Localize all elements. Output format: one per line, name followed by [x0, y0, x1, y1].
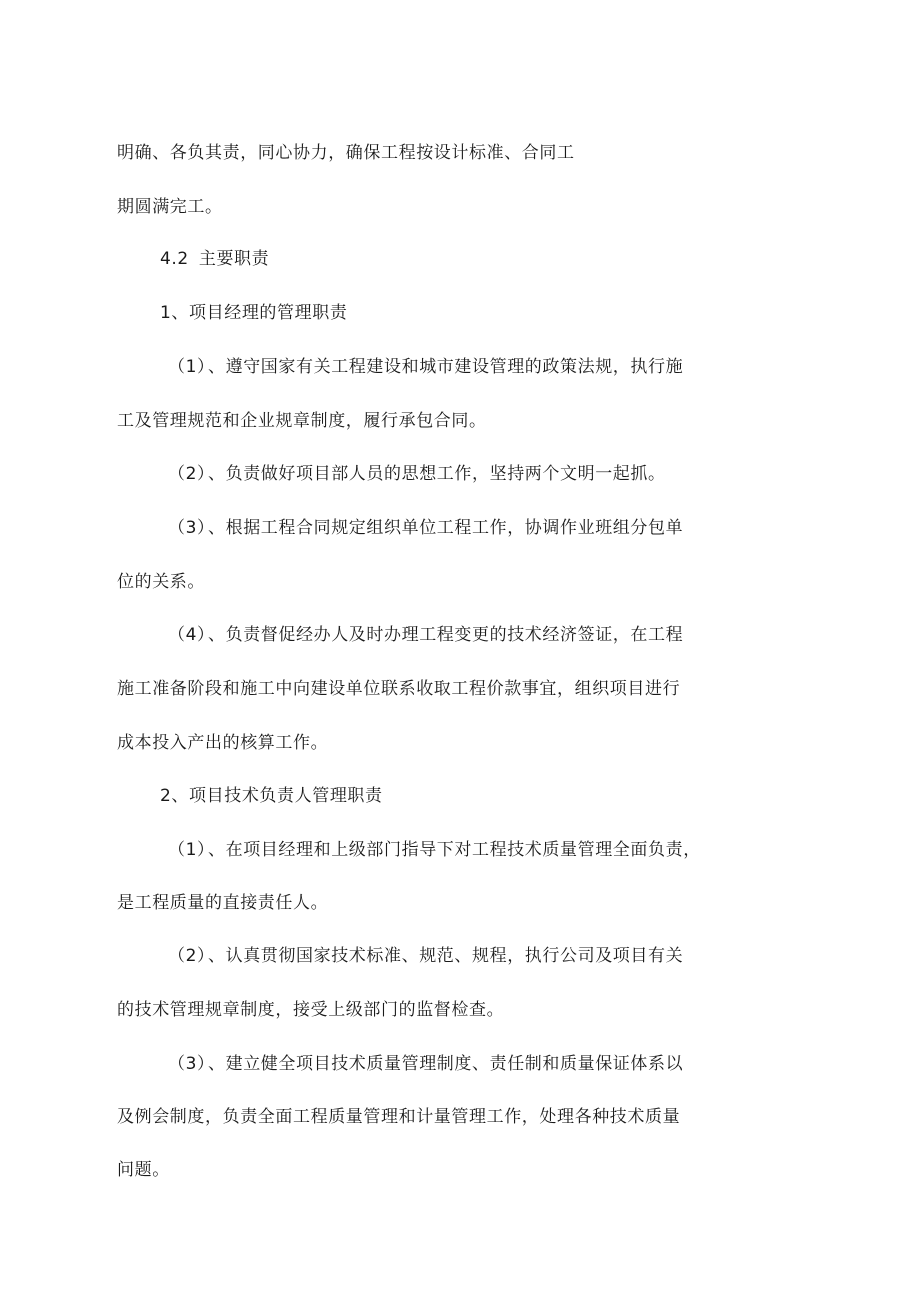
item-text: 、根据工程合同规定组织单位工程工作，协调作业班组分包单	[208, 518, 684, 538]
g2-item1-line2: 是工程质量的直接责任人。	[117, 893, 329, 913]
item-number: （2）	[168, 464, 215, 484]
group2-heading: 2、项目技术负责人管理职责	[160, 786, 383, 806]
group1-heading: 1、项目经理的管理职责	[160, 303, 348, 323]
g1-item4-line1	[168, 624, 683, 646]
item-text: 、负责督促经办人及时办理工程变更的技术经济签证，在工程	[208, 625, 684, 645]
item-text: 、认真贯彻国家技术标准、规范、规程，执行公司及项目有关	[208, 946, 684, 966]
g1-item2-line1	[168, 463, 666, 485]
g2-item1-line1	[168, 839, 701, 861]
g2-item2-line1	[168, 945, 683, 967]
item-number: （4）	[168, 625, 215, 645]
section-heading	[160, 248, 269, 270]
item-text: 、遵守国家有关工程建设和城市建设管理的政策法规，执行施	[208, 357, 684, 377]
section-title: 主要职责	[198, 249, 270, 269]
g1-item1-line1	[168, 356, 683, 378]
g1-item4-line2: 施工准备阶段和施工中向建设单位联系收取工程价款事宜，组织项目进行	[117, 679, 681, 699]
g2-item3-line3: 问题。	[117, 1160, 170, 1180]
item-number: （1）	[168, 357, 215, 377]
intro-line-1: 明确、各负其责，同心协力，确保工程按设计标准、合同工	[117, 143, 575, 163]
item-number: （3）	[168, 1054, 215, 1074]
g2-item3-line2: 及例会制度，负责全面工程质量管理和计量管理工作，处理各种技术质量	[117, 1107, 681, 1127]
g1-item3-line1	[168, 517, 683, 539]
intro-line-2: 期圆满完工。	[117, 197, 223, 217]
section-number: 4.2	[160, 249, 189, 269]
item-number: （1）	[168, 840, 215, 860]
g1-item3-line2: 位的关系。	[117, 572, 205, 592]
g2-item2-line2: 的技术管理规章制度，接受上级部门的监督检查。	[117, 1000, 505, 1020]
item-number: （3）	[168, 518, 215, 538]
g1-item4-line3: 成本投入产出的核算工作。	[117, 733, 329, 753]
item-number: （2）	[168, 946, 215, 966]
item-text: 、负责做好项目部人员的思想工作，坚持两个文明一起抓。	[208, 464, 666, 484]
g2-item3-line1	[168, 1053, 683, 1075]
item-text: 、在项目经理和上级部门指导下对工程技术质量管理全面负责，	[208, 840, 701, 860]
g1-item1-line2: 工及管理规范和企业规章制度，履行承包合同。	[117, 411, 487, 431]
item-text: 、建立健全项目技术质量管理制度、责任制和质量保证体系以	[208, 1054, 684, 1074]
